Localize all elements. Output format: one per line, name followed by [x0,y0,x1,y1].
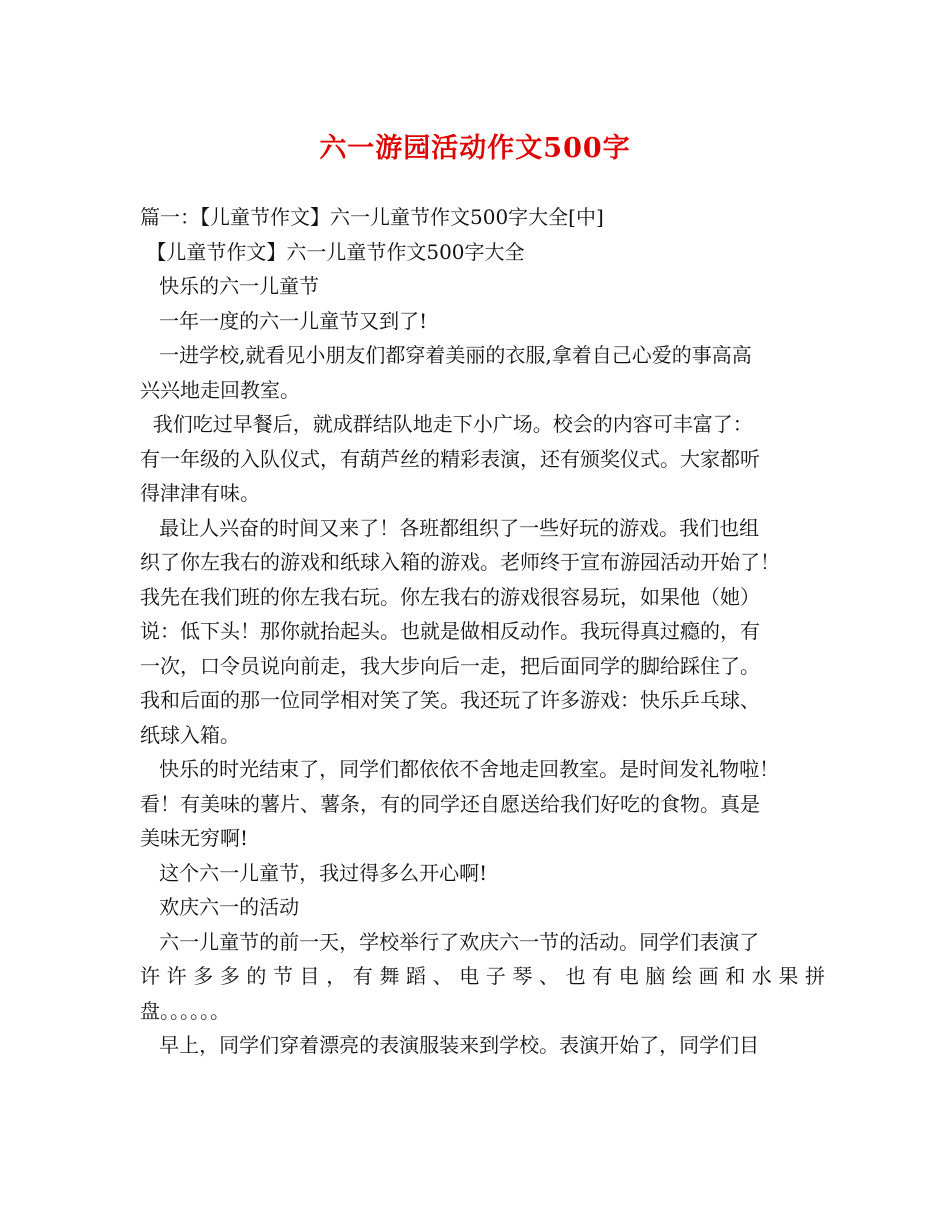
document-body [140,200,825,1063]
text-line: 早上，同学们穿着漂亮的表演服装来到学校。表演开始了，同学们目 [140,1033,760,1057]
text-line: 织了你左我右的游戏和纸球入箱的游戏。老师终于宣布游园活动开始了！ [140,550,780,574]
text-line: 欢庆六一的活动 [140,895,300,919]
text-line: 一次，口令员说向前走，我大步向后一走，把后面同学的脚给踩住了。 [140,653,760,678]
text-line: 【儿童节作文】六一儿童节作文500字大全 [140,239,525,264]
text-line: 六一儿童节的前一天，学校举行了欢庆六一节的活动。同学们表演了 [140,929,760,954]
text-line: 我和后面的那一位同学相对笑了笑。我还玩了许多游戏：快乐乒乓球、 [140,688,760,712]
text-line: 纸球入箱。 [140,722,240,747]
text-line: 我先在我们班的你左我右玩。你左我右的游戏很容易玩，如果他（她） [140,584,760,609]
text-line: 快乐的时光结束了，同学们都依依不舍地走回教室。是时间发礼物啦！ [140,757,780,781]
text-line: 快乐的六一儿童节 [140,274,320,298]
text-line: 许许多多的节目，有舞蹈、电子琴、也有电脑绘画和水果拼 [140,964,825,988]
text-line: 一年一度的六一儿童节又到了! [140,308,428,333]
text-line: 我们吃过早餐后，就成群结队地走下小广场。校会的内容可丰富了： [140,412,753,436]
text-line: 得津津有味。 [140,481,260,505]
text-line: 看！有美味的薯片、薯条，有的同学还自愿送给我们好吃的食物。真是 [140,791,760,816]
text-line: 兴兴地走回教室。 [140,377,300,402]
text-line: 说：低下头！那你就抬起头。也就是做相反动作。我玩得真过瘾的，有 [140,619,760,643]
text-line: 篇一：【儿童节作文】六一儿童节作文500字大全[中] [140,205,604,229]
text-line: 这个六一儿童节，我过得多么开心啊! [140,860,488,885]
text-line: 盘。。。。。。 [140,998,230,1023]
text-line: 有一年级的入队仪式，有葫芦丝的精彩表演，还有颁奖仪式。大家都听 [140,446,760,471]
text-line: 一进学校,就看见小朋友们都穿着美丽的衣服,拿着自己心爱的事高高 [140,343,752,367]
document-title: 六一游园活动作文500字 [319,133,631,164]
text-line: 最让人兴奋的时间又来了！各班都组织了一些好玩的游戏。我们也组 [140,515,760,540]
text-line: 美味无穷啊! [140,826,249,850]
